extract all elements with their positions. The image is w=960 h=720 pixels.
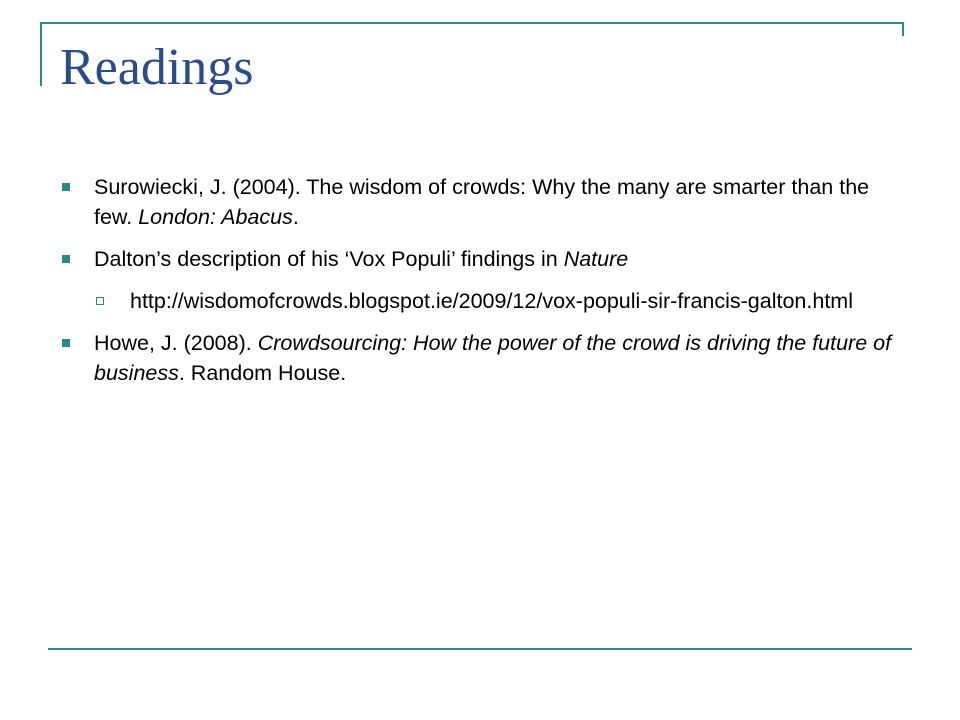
reading-italic: Nature bbox=[563, 247, 629, 271]
slide-title: Readings bbox=[60, 39, 254, 96]
reading-text: Howe, J. (2008). bbox=[94, 331, 258, 355]
reading-item-dalton bbox=[60, 244, 900, 274]
frame-top-line bbox=[40, 22, 904, 24]
reading-item-howe bbox=[60, 328, 900, 388]
reading-italic: London: Abacus bbox=[138, 205, 293, 229]
frame-right-line bbox=[902, 22, 904, 36]
frame-bottom-line bbox=[48, 648, 912, 650]
reading-italic: Crowdsourcing: How the power of the crowd is driving the future of business bbox=[94, 331, 892, 385]
readings-list bbox=[60, 172, 900, 400]
square-bullet-icon bbox=[62, 339, 70, 347]
reading-url-link[interactable]: http://wisdomofcrowds.blogspot.ie/2009/12/vox-populi-sir-francis-galton.html bbox=[130, 289, 853, 313]
square-bullet-icon bbox=[62, 183, 70, 191]
reading-subitem-url[interactable] bbox=[60, 286, 900, 316]
frame-left-line bbox=[40, 22, 42, 86]
hollow-square-bullet-icon bbox=[96, 297, 104, 305]
reading-text: Surowiecki, J. (2004). The wisdom of crowds: Why the many are smarter than the few. bbox=[94, 175, 870, 229]
reading-item-surowiecki bbox=[60, 172, 900, 232]
square-bullet-icon bbox=[62, 255, 70, 263]
reading-text: Dalton’s description of his ‘Vox Populi’ findings in bbox=[94, 247, 564, 271]
reading-tail: . bbox=[292, 205, 299, 229]
reading-tail: . Random House. bbox=[178, 361, 347, 385]
